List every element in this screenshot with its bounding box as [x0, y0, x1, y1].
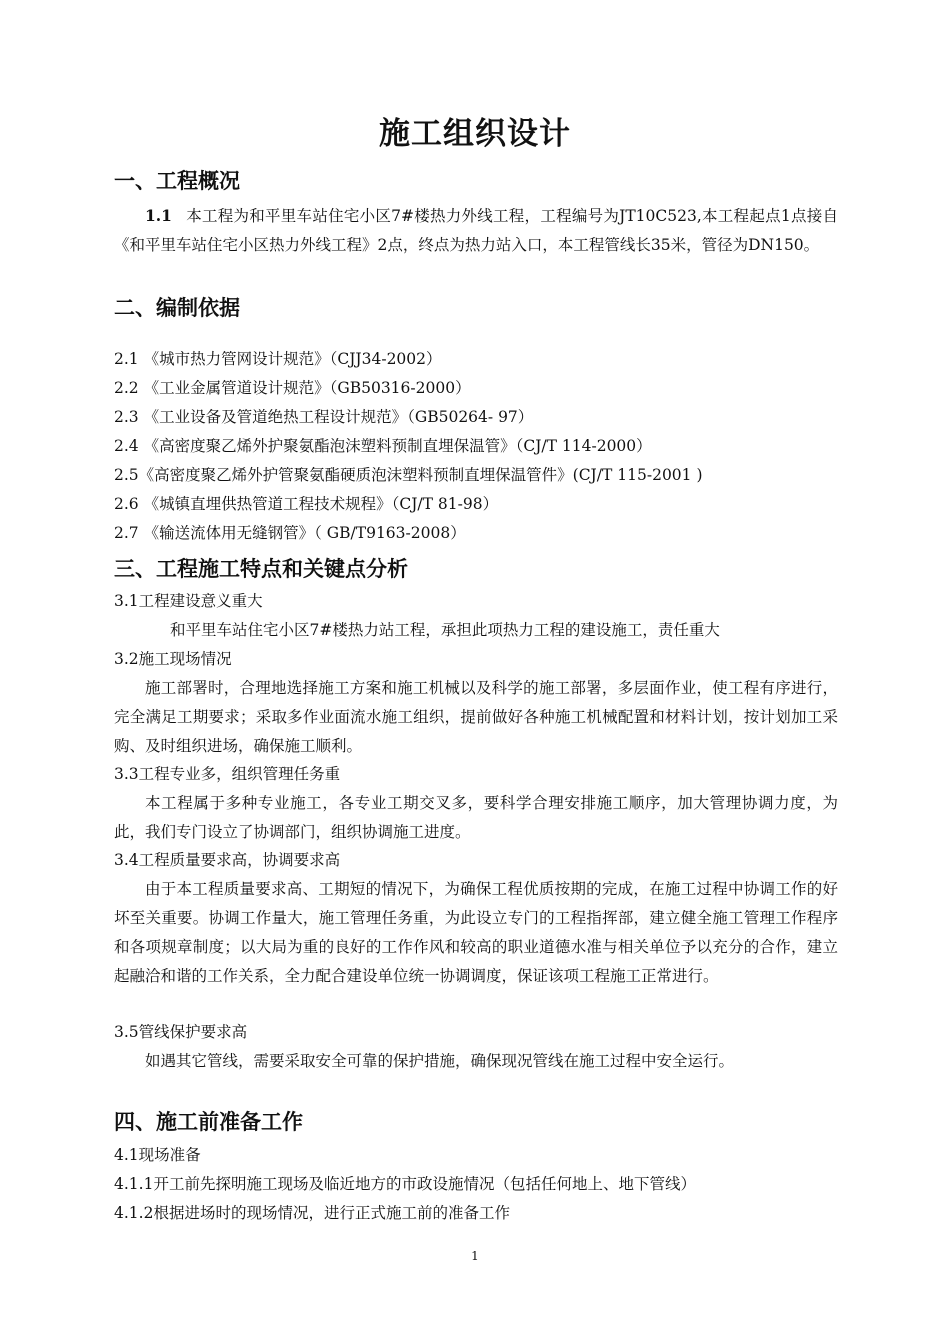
- section-heading-1: 一、工程概况: [114, 169, 240, 193]
- document-title: 施工组织设计: [379, 116, 571, 152]
- paragraph: 和平里车站住宅小区7#楼热力站工程，承担此项热力工程的建设施工，责任重大: [170, 621, 720, 639]
- section-heading-2: 二、编制依据: [114, 296, 240, 320]
- paragraph: 4.1.1开工前先探明施工现场及临近地方的市政设施情况（包括任何地上、地下管线）: [114, 1175, 696, 1193]
- reference-item: 2.2 《工业金属管道设计规范》（GB50316-2000）: [114, 379, 471, 397]
- subheading: 3.1工程建设意义重大: [114, 592, 263, 610]
- paragraph: 本工程属于多种专业施工，各专业工期交叉多，要科学合理安排施工顺序，加大管理协调力度，为此，我们专门设立了协调部门，组织协调施工进度。: [114, 794, 838, 841]
- reference-item: 2.1 《城市热力管网设计规范》（CJJ34-2002）: [114, 350, 442, 368]
- subheading: 3.3工程专业多，组织管理任务重: [114, 765, 341, 783]
- reference-item: 2.4 《高密度聚乙烯外护聚氨酯泡沫塑料预制直埋保温管》（CJ/T 114-2000）: [114, 437, 652, 455]
- reference-item: 2.5《高密度聚乙烯外护管聚氨酯硬质泡沫塑料预制直埋保温管件》(CJ/T 115-2001 ): [114, 466, 703, 484]
- paragraph: 如遇其它管线，需要采取安全可靠的保护措施，确保现况管线在施工过程中安全运行。: [145, 1052, 735, 1070]
- section-heading-4: 四、施工前准备工作: [114, 1110, 303, 1134]
- subheading: 3.2施工现场情况: [114, 650, 232, 668]
- clause-number: 1.1: [145, 206, 172, 225]
- reference-item: 2.7 《输送流体用无缝钢管》（ GB/T9163-2008）: [114, 524, 466, 542]
- paragraph: 由于本工程质量要求高、工期短的情况下，为确保工程优质按期的完成，在施工过程中协调工作的好坏至关重要。协调工作量大，施工管理任务重，为此设立专门的工程指挥部，建立健全施工管理工作程序和各项规章制度；以大局为重的良好的工作作风和较高的职业道德水准与相关单位予以充分的合作，建立起融洽和谐的工作关系，全力配合建设单位统一协调调度，保证该项工程施工正常进行。: [114, 880, 838, 985]
- reference-item: 2.6 《城镇直埋供热管道工程技术规程》（CJ/T 81-98）: [114, 495, 499, 513]
- subheading: 3.4工程质量要求高，协调要求高: [114, 851, 341, 869]
- reference-item: 2.3 《工业设备及管道绝热工程设计规范》（GB50264- 97）: [114, 408, 534, 426]
- clause-text: 本工程为和平里车站住宅小区7#楼热力外线工程，工程编号为JT10C523,本工程起点1点接自《和平里车站住宅小区热力外线工程》2点，终点为热力站入口，本工程管线长35米，管径为DN150。: [114, 207, 838, 254]
- subheading: 3.5管线保护要求高: [114, 1023, 248, 1041]
- section-1-paragraph: [114, 201, 838, 260]
- paragraph: 施工部署时，合理地选择施工方案和施工机械以及科学的施工部署，多层面作业，使工程有序进行，完全满足工期要求；采取多作业面流水施工组织，提前做好各种施工机械配置和材料计划，按计划加工采购、及时组织进场，确保施工顺利。: [114, 679, 838, 755]
- subheading: 4.1现场准备: [114, 1146, 201, 1164]
- section-heading-3: 三、工程施工特点和关键点分析: [114, 557, 408, 581]
- page-number: 1: [471, 1249, 479, 1263]
- paragraph: 4.1.2根据进场时的现场情况，进行正式施工前的准备工作: [114, 1204, 510, 1222]
